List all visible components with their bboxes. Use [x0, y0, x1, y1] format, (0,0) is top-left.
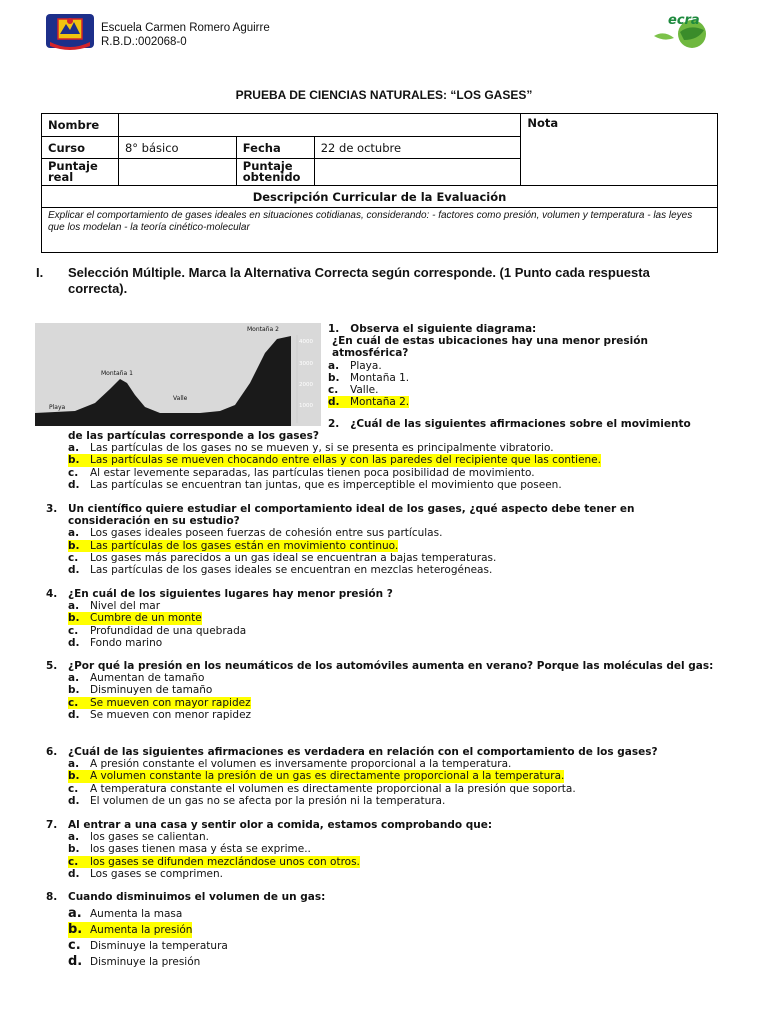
descripcion-heading: Descripción Curricular de la Evaluación	[42, 186, 718, 208]
ecra-logo	[650, 10, 714, 50]
page-title: PRUEBA DE CIENCIAS NATURALES: “LOS GASES”	[235, 88, 533, 102]
question-7	[68, 819, 718, 880]
q1-option-d[interactable]: d. Montaña 2.	[328, 396, 410, 409]
q1-option-c[interactable]: c. Valle.	[328, 384, 379, 397]
question-6	[68, 746, 728, 807]
label-montana-2: Montaña 2	[247, 326, 279, 333]
q6-title: ¿Cuál de las siguientes afirmaciones es verdadera en relación con el comportamiento de los gases?	[68, 746, 658, 758]
ecra-logo-text: ecra	[668, 13, 700, 28]
q4-option-c[interactable]: c. Profundidad de una quebrada	[68, 624, 247, 637]
descripcion-text: Explicar el comportamiento de gases ideales en situaciones cotidianas, considerando: - factores como presión, volumen y temperatura - las leyes que los modelan - la teoría cinético-molecular	[42, 208, 718, 253]
puntaje-real-label: Puntaje real	[42, 159, 119, 186]
q8-option-d[interactable]: d. Disminuye la presión	[68, 954, 201, 969]
q7-title: Al entrar a una casa y sentir olor a comida, estamos comprobando que:	[68, 819, 493, 831]
school-crest-logo	[44, 12, 96, 50]
q3-option-a[interactable]: a. Los gases ideales poseen fuerzas de cohesión entre sus partículas.	[68, 527, 443, 540]
q8-title: Cuando disminuimos el volumen de un gas:	[68, 891, 326, 903]
q5-option-a[interactable]: a. Aumentan de tamaño	[68, 672, 205, 685]
q1-title: Observa el siguiente diagrama:	[350, 323, 537, 335]
scale-1000: 1000	[299, 403, 313, 409]
q4-option-b[interactable]: b. Cumbre de un monte	[68, 612, 202, 625]
school-name: Escuela Carmen Romero Aguirre	[101, 22, 270, 34]
curso-label: Curso	[42, 137, 119, 159]
q2-option-c[interactable]: c. Al estar levemente separadas, las partículas tienen poca posibilidad de movimiento.	[68, 466, 535, 479]
q5-title: ¿Por qué la presión en los neumáticos de los automóviles aumenta en verano? Porque las moléculas del gas:	[68, 660, 714, 672]
q6-number: 6.	[46, 746, 58, 758]
q5-option-b[interactable]: b. Disminuyen de tamaño	[68, 684, 213, 697]
section-title: Selección Múltiple. Marca la Alternativa Correcta según corresponde. (1 Punto cada respuesta correcta).	[68, 265, 650, 296]
q2-title-2: de las partículas corresponde a los gases?	[68, 430, 320, 442]
q7-option-a[interactable]: a. los gases se calientan.	[68, 831, 209, 844]
altitude-diagram	[35, 323, 321, 426]
label-playa: Playa	[49, 404, 66, 411]
q4-number: 4.	[46, 588, 58, 600]
question-2-title-line1	[328, 418, 728, 430]
question-5	[68, 660, 718, 721]
q7-number: 7.	[46, 819, 58, 831]
q4-option-a[interactable]: a. Nivel del mar	[68, 600, 161, 613]
question-4	[68, 588, 718, 649]
puntaje-obtenido-field[interactable]	[314, 159, 521, 186]
q8-option-b[interactable]: b. Aumenta la presión	[68, 922, 193, 937]
nombre-label: Nombre	[42, 114, 119, 137]
q1-option-b[interactable]: b. Montaña 1.	[328, 371, 410, 384]
section-number: I.	[36, 265, 44, 280]
q6-option-a[interactable]: a. A presión constante el volumen es inversamente proporcional a la temperatura.	[68, 758, 512, 771]
q2-option-a[interactable]: a. Las partículas de los gases no se mueven y, si se presenta es principalmente vibratorio.	[68, 442, 554, 455]
puntaje-real-field[interactable]	[118, 159, 236, 186]
q5-number: 5.	[46, 660, 58, 672]
q2-option-d[interactable]: d. Las partículas se encuentran tan juntas, que es imperceptible el movimiento que poseen.	[68, 478, 562, 491]
q6-option-d[interactable]: d. El volumen de un gas no se afecta por la presión ni la temperatura.	[68, 794, 446, 807]
scale-3000: 3000	[299, 361, 313, 367]
fecha-label: Fecha	[236, 137, 314, 159]
nota-label: Nota	[521, 114, 718, 186]
q8-option-a[interactable]: a. Aumenta la masa	[68, 906, 183, 921]
scale-2000: 2000	[299, 382, 313, 388]
q1-subtitle: ¿En cuál de estas ubicaciones hay una menor presión atmosférica?	[332, 335, 648, 360]
q7-option-c[interactable]: c. los gases se difunden mezclándose unos con otros.	[68, 855, 360, 868]
question-2	[68, 430, 748, 491]
puntaje-obtenido-label: Puntaje obtenido	[236, 159, 314, 186]
q4-option-d[interactable]: d. Fondo marino	[68, 636, 163, 649]
label-montana-1: Montaña 1	[101, 370, 133, 377]
q6-option-b[interactable]: b. A volumen constante la presión de un gas es directamente proporcional a la temperatura.	[68, 770, 565, 783]
q3-number: 3.	[46, 503, 58, 515]
q1-number: 1.	[328, 323, 340, 335]
q2-number: 2.	[328, 418, 340, 430]
q3-option-c[interactable]: c. Los gases más parecidos a un gas ideal se encuentran a bajas temperaturas.	[68, 551, 497, 564]
scale-4000: 4000	[299, 339, 313, 345]
nombre-field[interactable]	[118, 114, 520, 137]
q5-option-c[interactable]: c. Se mueven con mayor rapidez	[68, 696, 251, 709]
q3-option-d[interactable]: d. Las partículas de los gases ideales se encuentran en mezclas heterogéneas.	[68, 564, 493, 577]
question-3	[68, 503, 718, 576]
q3-title: Un científico quiere estudiar el comportamiento ideal de los gases, ¿qué aspecto debe tener en consideración en su estudio?	[68, 503, 635, 528]
q2-title-1: ¿Cuál de las siguientes afirmaciones sobre el movimiento	[350, 418, 691, 430]
q3-option-b[interactable]: b. Las partículas de los gases están en movimiento continuo.	[68, 539, 399, 552]
q7-option-d[interactable]: d. Los gases se comprimen.	[68, 867, 224, 880]
q4-title: ¿En cuál de los siguientes lugares hay menor presión ?	[68, 588, 393, 600]
q8-number: 8.	[46, 891, 58, 903]
q2-option-b[interactable]: b. Las partículas se mueven chocando entre ellas y con las paredes del recipiente que las contiene.	[68, 454, 601, 467]
question-8	[68, 891, 718, 970]
q6-option-c[interactable]: c. A temperatura constante el volumen es directamente proporcional a la presión que soporta.	[68, 782, 576, 795]
question-1	[328, 323, 688, 408]
q8-option-c[interactable]: c. Disminuye la temperatura	[68, 938, 228, 953]
fecha-value: 22 de octubre	[314, 137, 521, 159]
q7-option-b[interactable]: b. los gases tienen masa y ésta se exprime..	[68, 843, 311, 856]
curso-value: 8° básico	[118, 137, 236, 159]
student-info-table	[41, 113, 718, 253]
school-rbd: R.B.D.:002068-0	[101, 36, 187, 48]
q1-option-a[interactable]: a. Playa.	[328, 359, 382, 372]
label-valle: Valle	[173, 395, 188, 402]
q5-option-d[interactable]: d. Se mueven con menor rapidez	[68, 708, 252, 721]
